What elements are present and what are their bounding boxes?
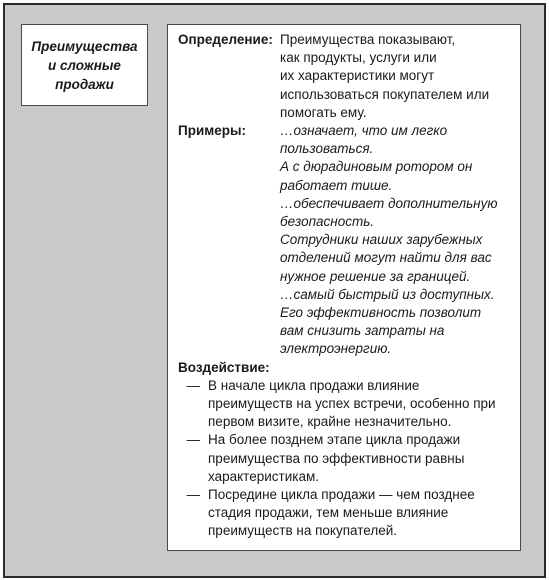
bullet-line: На более позднем этапе цикла продажи — [208, 432, 461, 448]
example-line: нужное решение за границей. — [280, 268, 471, 284]
bullet-line: преимущества по эффективности равны — [208, 450, 465, 466]
definition-line: использоваться покупателем или — [280, 86, 490, 102]
bullet-line: первом визите, крайне незначительно. — [208, 414, 452, 430]
example-line: …самый быстрый из доступных. — [280, 286, 495, 302]
title-box — [21, 24, 148, 106]
bullet-text — [208, 377, 510, 432]
example-line: …означает, что им легко — [280, 123, 448, 139]
content-box — [167, 24, 521, 551]
example-line: вам снизить затраты на — [280, 323, 445, 339]
examples-row — [178, 122, 510, 359]
bullet-line: преимуществ на успех встречи, особенно при — [208, 396, 496, 412]
dash-bullet: — — [186, 377, 200, 393]
bullet-text — [208, 486, 510, 541]
definition-line: как продукты, услуги или — [280, 50, 437, 66]
example-line: пользоваться. — [280, 141, 374, 157]
definition-line: Преимущества показывают, — [280, 32, 456, 47]
definition-line: помогать ему. — [280, 104, 367, 120]
dash-bullet: — — [186, 487, 200, 503]
definition-term: Определение: — [178, 32, 273, 47]
example-line: отделений могут найти для вас — [280, 250, 492, 266]
bullet-line: стадия продажи, тем меньше влияние — [208, 505, 449, 521]
example-line: Его эффективность позволит — [280, 305, 482, 321]
title-line: продажи — [55, 76, 114, 92]
example-line: А с дюрадиновым ротором он — [280, 159, 473, 175]
example-line: работает тише. — [280, 177, 393, 193]
list-item — [178, 486, 510, 541]
bullet-line: характеристикам. — [208, 468, 319, 484]
bullet-text — [208, 431, 510, 486]
sidebar-frame — [3, 3, 546, 578]
impact-list — [178, 377, 510, 541]
title-line: Преимущества — [31, 38, 138, 54]
example-line: безопасность. — [280, 214, 375, 230]
definition-line: их характеристики могут — [280, 68, 435, 84]
definition-row — [178, 31, 510, 122]
list-item — [178, 377, 510, 432]
impact-term: Воздействие: — [178, 359, 270, 375]
examples-term: Примеры: — [178, 123, 247, 139]
example-line: электроэнергию. — [280, 341, 392, 357]
list-item — [178, 431, 510, 486]
bullet-line: преимуществ на покупателей. — [208, 523, 397, 539]
sidebar-title — [31, 37, 137, 94]
bullet-line: Посредине цикла продажи — чем позднее — [208, 487, 475, 503]
example-line: …обеспечивает дополнительную — [280, 195, 498, 211]
dash-bullet: — — [186, 432, 200, 448]
example-line: Сотрудники наших зарубежных — [280, 232, 483, 248]
definition-text — [280, 31, 510, 122]
bullet-line: В начале цикла продажи влияние — [208, 377, 420, 393]
title-line: и сложные — [48, 57, 121, 73]
examples-text — [280, 122, 510, 359]
